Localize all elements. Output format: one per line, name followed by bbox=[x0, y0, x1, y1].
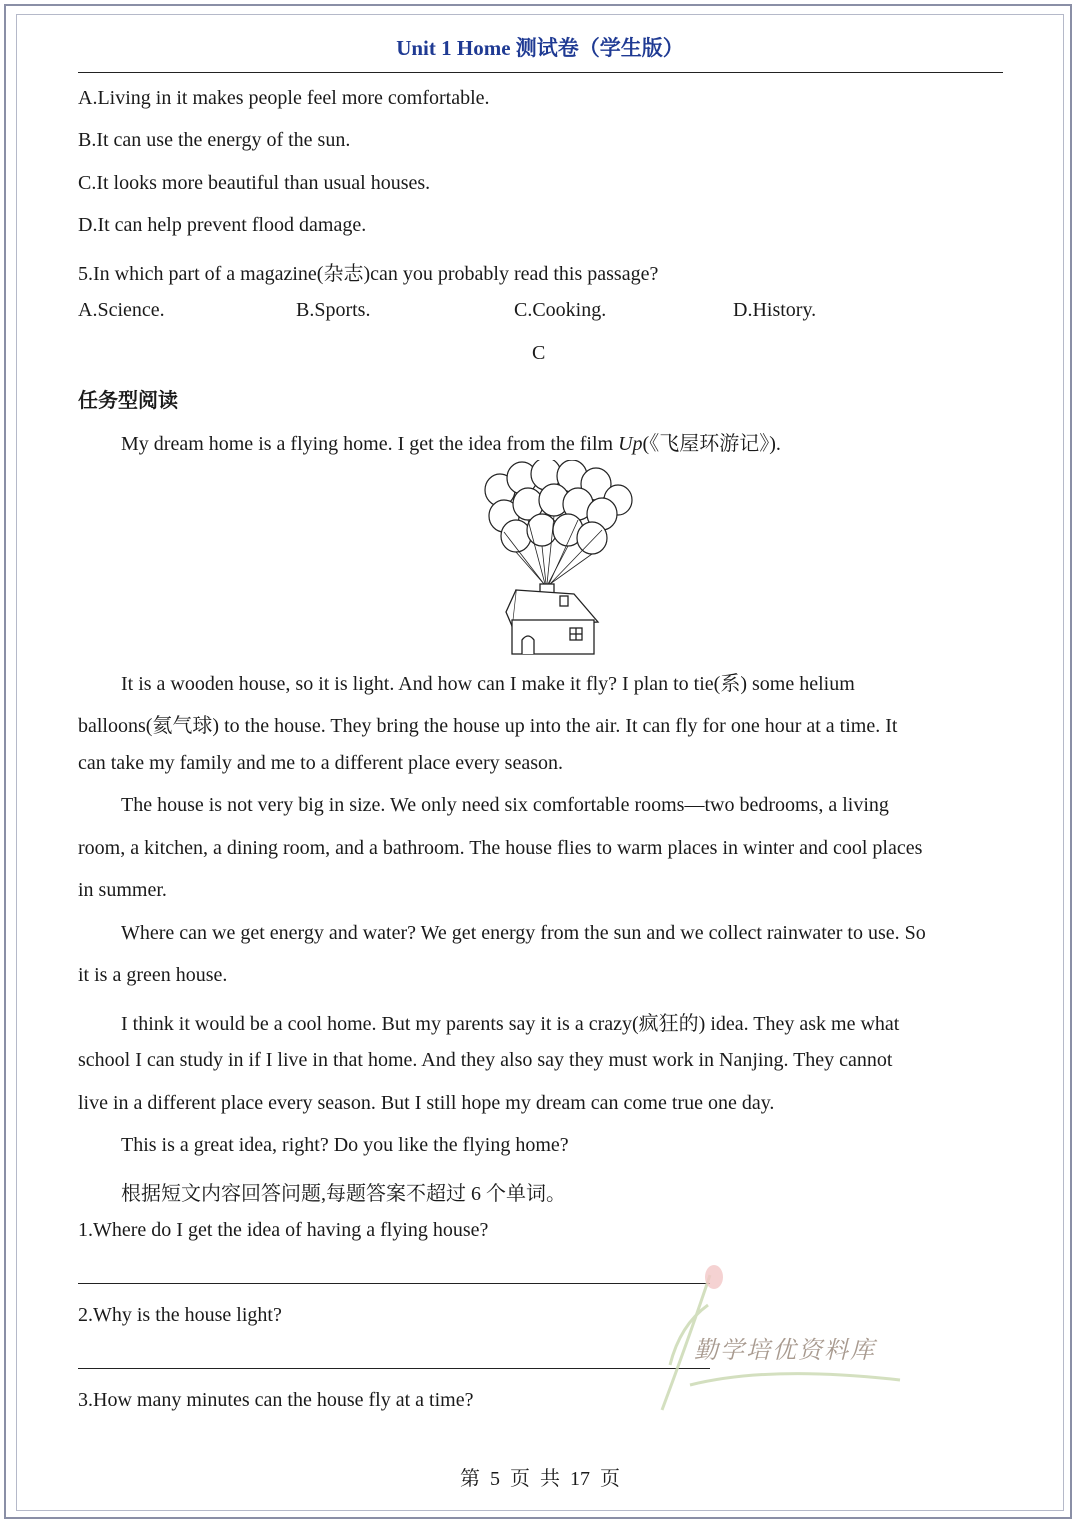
q4-option-c: C.It looks more beautiful than usual houses. bbox=[78, 172, 431, 194]
para2-line1: The house is not very big in size. We only need six comfortable rooms—two bedrooms, a living bbox=[121, 794, 889, 816]
answer-line-2[interactable] bbox=[78, 1368, 710, 1369]
para2-line2: room, a kitchen, a dining room, and a bathroom. The house flies to warm places in winter and cool places bbox=[78, 837, 923, 859]
para4-line2: school I can study in if I live in that home. And they also say they must work in Nanjing. They cannot bbox=[78, 1049, 893, 1071]
q5-answer: C bbox=[532, 342, 546, 364]
film-title: Up bbox=[618, 433, 643, 455]
intro-paragraph bbox=[121, 427, 781, 456]
question-1: 1.Where do I get the idea of having a flying house? bbox=[78, 1219, 489, 1241]
q4-option-d: D.It can help prevent flood damage. bbox=[78, 214, 367, 236]
footer-prefix: 第 bbox=[460, 1468, 480, 1490]
para3-line2: it is a green house. bbox=[78, 964, 228, 986]
watermark-text: 勤学培优资料库 bbox=[694, 1336, 876, 1364]
para1-line1: It is a wooden house, so it is light. And how can I make it fly? I plan to tie(系) some helium bbox=[121, 673, 855, 695]
q5-option-b: B.Sports. bbox=[296, 299, 371, 321]
footer-page-number: 5 bbox=[490, 1468, 500, 1490]
question-2: 2.Why is the house light? bbox=[78, 1304, 282, 1326]
intro-suffix: (《飞屋环游记》). bbox=[642, 433, 781, 455]
para1-line3: can take my family and me to a different place every season. bbox=[78, 752, 563, 774]
q5-option-a: A.Science. bbox=[78, 299, 165, 321]
question-3: 3.How many minutes can the house fly at a time? bbox=[78, 1389, 474, 1411]
footer-suffix: 页 bbox=[600, 1468, 620, 1490]
page-header-title: Unit 1 Home 测试卷（学生版） bbox=[396, 36, 684, 60]
para4-line3: live in a different place every season. But I still hope my dream can come true one day. bbox=[78, 1092, 775, 1114]
intro-text: My dream home is a flying home. I get the idea from the film bbox=[121, 433, 619, 455]
q5-stem: 5.In which part of a magazine(杂志)can you probably read this passage? bbox=[78, 263, 659, 285]
para4-line1: I think it would be a cool home. But my parents say it is a crazy(疯狂的) idea. They ask me what bbox=[121, 1013, 900, 1035]
para1-line2: balloons(氦气球) to the house. They bring the house up into the air. It can fly for one hour at a time. It bbox=[78, 715, 898, 737]
para2-line3: in summer. bbox=[78, 879, 167, 901]
para3-line1: Where can we get energy and water? We get energy from the sun and we collect rainwater to use. So bbox=[121, 922, 926, 944]
q4-option-b: B.It can use the energy of the sun. bbox=[78, 129, 351, 151]
q5-option-d: D.History. bbox=[733, 299, 817, 321]
section-title: 任务型阅读 bbox=[78, 390, 178, 412]
q4-option-a: A.Living in it makes people feel more comfortable. bbox=[78, 87, 490, 109]
q5-option-c: C.Cooking. bbox=[514, 299, 607, 321]
balloon-house-illustration bbox=[478, 460, 638, 656]
page-footer bbox=[0, 1462, 1080, 1491]
footer-middle2: 共 bbox=[540, 1468, 560, 1490]
answer-line-1[interactable] bbox=[78, 1283, 710, 1284]
para5: This is a great idea, right? Do you like the flying home? bbox=[121, 1134, 569, 1156]
header-divider bbox=[78, 72, 1003, 73]
footer-total-pages: 17 bbox=[570, 1468, 590, 1490]
answer-instruction: 根据短文内容回答问题,每题答案不超过 6 个单词。 bbox=[121, 1183, 566, 1205]
footer-middle1: 页 bbox=[510, 1468, 530, 1490]
